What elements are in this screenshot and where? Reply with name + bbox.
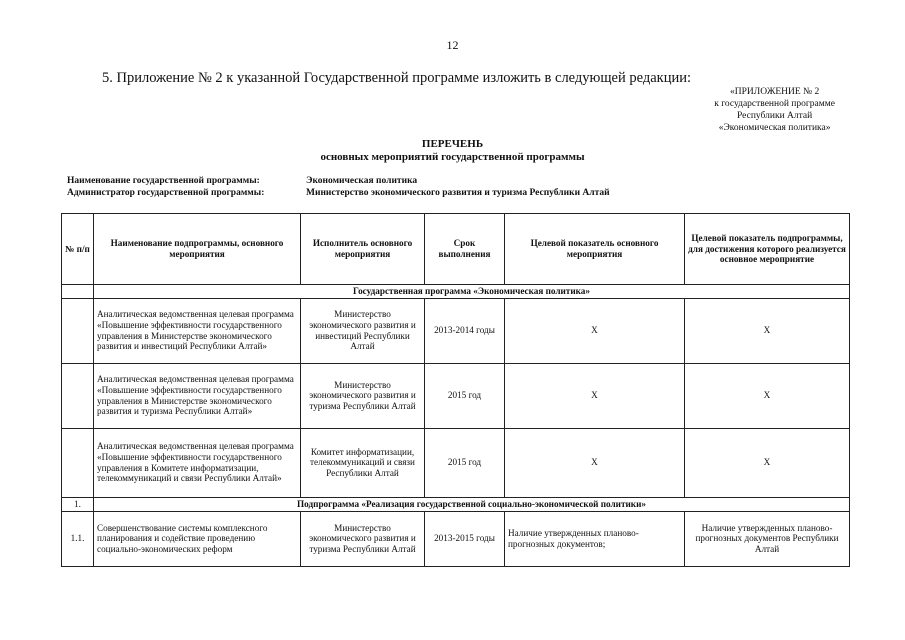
table-row: [62, 511, 850, 566]
row-executor: Комитет информатизации, телекоммуникаций и связи Республики Алтай: [301, 428, 425, 497]
row-term: 2013-2015 годы: [425, 511, 505, 566]
row-target: X: [505, 428, 685, 497]
header-executor: Исполнитель основного мероприятия: [301, 214, 425, 285]
header-sub-target: Целевой показатель подпрограммы, для достижения которого реализуется основное мероприятие: [685, 214, 850, 285]
appendix-heading: [714, 86, 835, 134]
row-target: X: [505, 298, 685, 363]
row-num: [62, 363, 94, 428]
appendix-line-4: «Экономическая политика»: [718, 123, 831, 133]
table-row: [62, 428, 850, 497]
row-target: X: [505, 363, 685, 428]
row-term: 2013-2014 годы: [425, 298, 505, 363]
section-num-cell: [62, 285, 94, 299]
subprogram-title: Подпрограмма «Реализация государственной социально-экономической политики»: [94, 497, 850, 511]
row-sub-target: X: [685, 298, 850, 363]
row-executor: Министерство экономического развития и туризма Республики Алтай: [301, 363, 425, 428]
row-executor: Министерство экономического развития и туризма Республики Алтай: [301, 511, 425, 566]
subprogram-num: 1.: [62, 497, 94, 511]
table-row: [62, 363, 850, 428]
row-executor: Министерство экономического развития и инвестиций Республики Алтай: [301, 298, 425, 363]
row-sub-target: X: [685, 363, 850, 428]
row-sub-target: X: [685, 428, 850, 497]
activities-table: [61, 213, 850, 567]
appendix-line-3: Республики Алтай: [737, 111, 813, 121]
program-section-row: [62, 285, 850, 299]
admin-label: Администратор государственной программы:: [67, 188, 265, 198]
row-term: 2015 год: [425, 363, 505, 428]
program-value: Экономическая политика: [306, 176, 418, 186]
row-num: 1.1.: [62, 511, 94, 566]
intro-text: 5. Приложение № 2 к указанной Государственной программе изложить в следующей редакции:: [102, 70, 692, 86]
row-target: Наличие утвержденных планово-прогнозных документов;: [505, 511, 685, 566]
document-title: [0, 138, 905, 164]
row-name: Аналитическая ведомственная целевая программа «Повышение эффективности государственного управления в Министерстве экономического развития и инвестиций Республики Алтай»: [94, 298, 301, 363]
header-name: Наименование подпрограммы, основного мероприятия: [94, 214, 301, 285]
program-section-title: Государственная программа «Экономическая политика»: [94, 285, 850, 299]
row-name: Аналитическая ведомственная целевая программа «Повышение эффективности государственного управления в Комитете информатизации, телекоммуникаций и связи Республики Алтай»: [94, 428, 301, 497]
admin-value: Министерство экономического развития и туризма Республики Алтай: [306, 188, 610, 198]
program-label: Наименование государственной программы:: [67, 176, 260, 186]
header-num: № п/п: [62, 214, 94, 285]
table-row: [62, 298, 850, 363]
row-num: [62, 298, 94, 363]
row-sub-target: Наличие утвержденных планово-прогнозных документов Республики Алтай: [685, 511, 850, 566]
row-term: 2015 год: [425, 428, 505, 497]
row-name: Совершенствование системы комплексного планирования и содействие проведению социально-экономических реформ: [94, 511, 301, 566]
page-number: 12: [446, 38, 459, 52]
table-header-row: [62, 214, 850, 285]
title-line-2: основных мероприятий государственной программы: [320, 151, 585, 163]
appendix-line-1: «ПРИЛОЖЕНИЕ № 2: [730, 87, 820, 97]
subprogram-row: [62, 497, 850, 511]
row-num: [62, 428, 94, 497]
title-line-1: ПЕРЕЧЕНЬ: [421, 138, 484, 150]
header-term: Срок выполнения: [425, 214, 505, 285]
appendix-line-2: к государственной программе: [714, 99, 835, 109]
row-name: Аналитическая ведомственная целевая программа «Повышение эффективности государственного управления в Министерстве экономического развития и туризма Республики Алтай»: [94, 363, 301, 428]
header-target: Целевой показатель основного мероприятия: [505, 214, 685, 285]
